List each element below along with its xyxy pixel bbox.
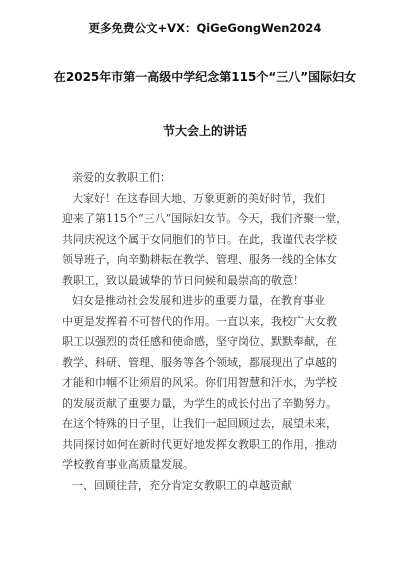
body-line: 中更是发挥着不可替代的作用。一直以来，我校广大女教 bbox=[62, 314, 337, 328]
header-text: 更多免费公文+VX：QiGeGongWen2024 bbox=[88, 21, 322, 35]
body-line: 领导班子，向辛勤耕耘在教学、管理、服务一线的全体女 bbox=[62, 253, 337, 266]
body-line: 职工以强烈的责任感和使命感，坚守岗位、默默奉献，在 bbox=[62, 335, 337, 348]
body-text bbox=[62, 168, 362, 496]
body-line: 的发展贡献了重要力量，为学生的成长付出了辛勤努力。 bbox=[62, 396, 337, 410]
body-line: 学校教育事业高质量发展。 bbox=[62, 458, 194, 471]
title-line-2: 节大会上的讲话 bbox=[162, 124, 247, 138]
body-line: 亲爱的女教职工们： bbox=[72, 171, 171, 184]
body-line: 教职工，致以最诚挚的节日问候和最崇高的敬意！ bbox=[62, 273, 304, 287]
body-line: 大家好！在这春回大地、万象更新的美好时节，我们 bbox=[72, 191, 325, 205]
body-line: 共同庆祝这个属于女同胞们的节日。在此，我谨代表学校 bbox=[62, 232, 337, 246]
body-line: 迎来了第115个“三八”国际妇女节。今天，我们齐聚一堂， bbox=[62, 212, 348, 225]
body-line: 教学、科研、管理、服务等各个领域，都展现出了卓越的 bbox=[62, 355, 337, 369]
body-line: 在这个特殊的日子里，让我们一起回顾过去，展望未来， bbox=[62, 417, 337, 430]
body-line: 共同探讨如何在新时代更好地发挥女教职工的作用，推动 bbox=[62, 437, 337, 451]
body-line: 才能和巾帼不让须眉的风采。你们用智慧和汗水，为学校 bbox=[62, 376, 337, 389]
body-line: 妇女是推动社会发展和进步的重要力量，在教育事业 bbox=[72, 294, 325, 307]
title-line-1: 在2025年市第一高级中学纪念第115个“三八”国际妇女 bbox=[53, 70, 357, 84]
section-heading: 一、回顾往昔，充分肯定女教职工的卓越贡献 bbox=[72, 478, 292, 492]
